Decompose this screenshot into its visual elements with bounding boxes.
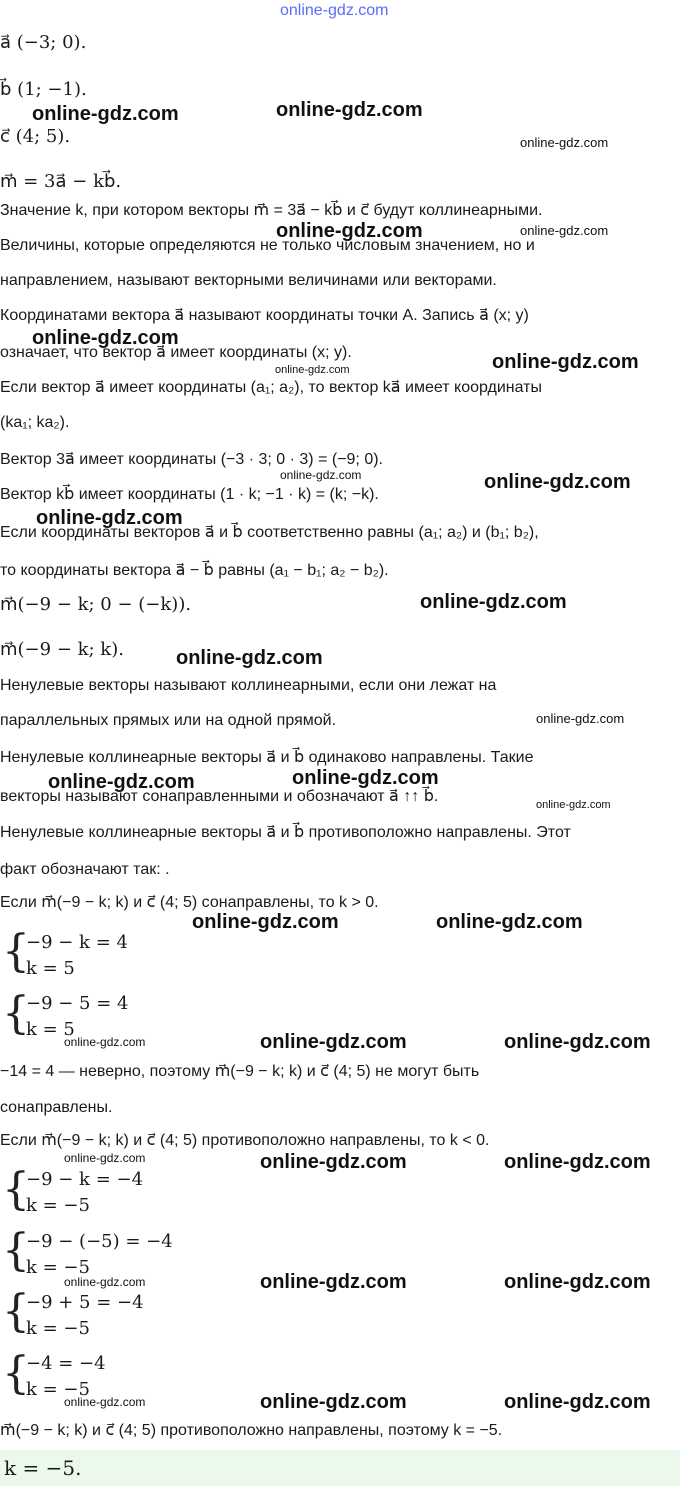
text-line-kb: Вектор kb⃗ имеет координаты (1 · k; −1 · k) = (k; −k). [0,486,379,503]
watermark: online-gdz.com [48,771,195,793]
text-line-collinear1: Ненулевые векторы называют коллинеарными, если они лежат на [0,677,497,694]
watermark: online-gdz.com [436,911,583,933]
system6-brace: { [2,1348,30,1399]
text-line-false: −14 = 4 — неверно, поэтому m⃗(−9 − k; k) и c⃗ (4; 5) не могут быть [0,1063,480,1080]
watermark: online-gdz.com [520,135,609,150]
system1-eq2: k = 5 [26,958,75,979]
watermark: online-gdz.com [536,799,611,811]
text-line-coords1: Координатами вектора a⃗ называют координаты точки A. Запись a⃗ (x; y) [0,307,529,324]
text-line-not-codirected: сонаправлены. [0,1099,113,1116]
system5-eq2: k = −5 [26,1318,90,1339]
text-line-coords2: означает, что вектор a⃗ имеет координаты (x; y). [0,344,352,361]
system6-eq2: k = −5 [26,1379,90,1400]
system3-eq2: k = −5 [26,1195,90,1216]
watermark: online-gdz.com [64,1035,146,1049]
watermark: online-gdz.com [192,911,339,933]
watermark: online-gdz.com [292,767,439,789]
system1-brace: { [2,926,30,977]
system4-eq1: −9 − (−5) = −4 [26,1231,173,1252]
system1-eq1: −9 − k = 4 [26,932,128,953]
watermark: online-gdz.com [276,220,423,242]
system6-eq1: −4 = −4 [26,1353,106,1374]
watermark: online-gdz.com [260,1391,407,1413]
watermark: online-gdz.com [64,1395,146,1409]
watermark: online-gdz.com [64,1151,146,1165]
given-c: c⃗ (4; 5). [0,126,71,147]
watermark: online-gdz.com [504,1391,651,1413]
watermark: online-gdz.com [275,364,350,376]
text-line-case2: Если m⃗(−9 − k; k) и c⃗ (4; 5) противоположно направлены, то k < 0. [0,1132,490,1149]
watermark: online-gdz.com [504,1031,651,1053]
system2-eq2: k = 5 [26,1019,75,1040]
text-line-codirected1: Ненулевые коллинеарные векторы a⃗ и b⃗ одинаково направлены. Такие [0,749,534,766]
system5-brace: { [2,1286,30,1337]
system4-eq2: k = −5 [26,1257,90,1278]
watermark: online-gdz.com [32,327,179,349]
watermark: online-gdz.com [504,1151,651,1173]
text-line-case1: Если m⃗(−9 − k; k) и c⃗ (4; 5) сонаправлены, то k > 0. [0,894,379,911]
system2-brace: { [2,988,30,1039]
answer-value: k = −5. [4,1456,82,1480]
given-b: b⃗ (1; −1). [0,79,87,100]
text-line-def1: Величины, которые определяются не только числовым значением, но и [0,237,535,254]
text-line-diff2: то координаты вектора a⃗ − b⃗ равны (a₁ − b₁; a₂ − b₂). [0,562,389,579]
text-line-3a: Вектор 3a⃗ имеет координаты (−3 · 3; 0 · 3) = (−9; 0). [0,451,383,468]
watermark: online-gdz.com [280,468,362,482]
watermark: online-gdz.com [484,471,631,493]
watermark: online-gdz.com [504,1271,651,1293]
text-line-opposite1: Ненулевые коллинеарные векторы a⃗ и b⃗ противоположно направлены. Этот [0,824,571,841]
given-m: m⃗ = 3a⃗ − kb⃗. [0,171,122,192]
text-line-codirected2: векторы называют сонаправленными и обозначают a⃗ ↑↑ b⃗. [0,788,439,805]
text-line-collinear2: параллельных прямых или на одной прямой. [0,712,337,729]
text-line-final: m⃗(−9 − k; k) и c⃗ (4; 5) противоположно направлены, поэтому k = −5. [0,1422,503,1439]
watermark: online-gdz.com [36,507,183,529]
watermark: online-gdz.com [420,591,567,613]
text-line-task: Значение k, при котором векторы m⃗ = 3a⃗ − kb⃗ и c⃗ будут коллинеарными. [0,202,543,219]
watermark: online-gdz.com [260,1271,407,1293]
watermark: online-gdz.com [520,223,609,238]
text-line-scalar2: (ka₁; ka₂). [0,414,70,431]
given-a: a⃗ (−3; 0). [0,32,87,53]
text-line-scalar1: Если вектор a⃗ имеет координаты (a₁; a₂), то вектор ka⃗ имеет координаты [0,379,543,396]
watermark: online-gdz.com [32,103,179,125]
watermark: online-gdz.com [260,1031,407,1053]
system4-brace: { [2,1225,30,1276]
text-line-diff1: Если координаты векторов a⃗ и b⃗ соответственно равны (a₁; a₂) и (b₁; b₂), [0,524,539,541]
system3-brace: { [2,1164,30,1215]
watermark: online-gdz.com [176,647,323,669]
system5-eq1: −9 + 5 = −4 [26,1292,144,1313]
answer-box [0,1450,680,1486]
watermark: online-gdz.com [64,1275,146,1289]
watermark: online-gdz.com [260,1151,407,1173]
math-m-coords1: m⃗(−9 − k; 0 − (−k)). [0,594,192,615]
text-line-opposite2: факт обозначают так: . [0,861,170,878]
system2-eq1: −9 − 5 = 4 [26,993,129,1014]
watermark: online-gdz.com [276,99,423,121]
math-m-coords2: m⃗(−9 − k; k). [0,639,124,660]
text-line-def2: направлением, называют векторными величинами или векторами. [0,272,497,289]
watermark: online-gdz.com [492,351,639,373]
top-watermark: online-gdz.com [280,2,389,19]
system3-eq1: −9 − k = −4 [26,1169,144,1190]
watermark: online-gdz.com [536,711,625,726]
